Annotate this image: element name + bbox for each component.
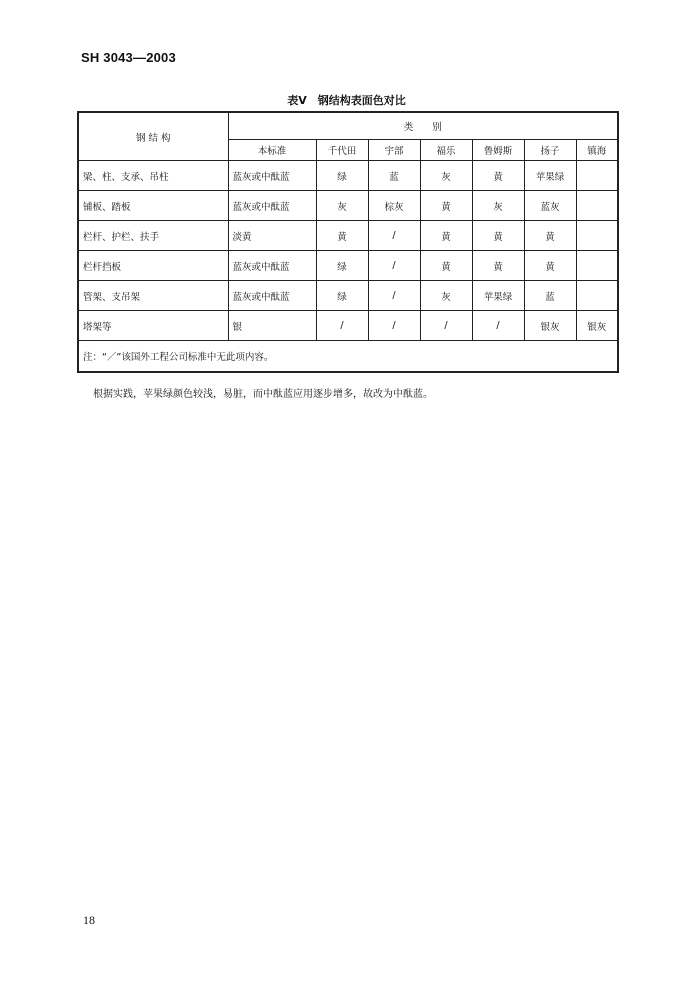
table-cell: 银 — [228, 311, 316, 341]
table-cell: 黄 — [420, 251, 472, 281]
table-cell: 绿 — [316, 281, 368, 311]
column-header: 扬子 — [524, 140, 576, 161]
table-cell: 蓝灰 — [524, 191, 576, 221]
table-cell — [576, 251, 618, 281]
table-cell: 黄 — [472, 251, 524, 281]
table-cell: 蓝 — [524, 281, 576, 311]
column-header: 鲁姆斯 — [472, 140, 524, 161]
table-note: 注：“／”该国外工程公司标准中无此项内容。 — [78, 341, 618, 373]
column-header: 镇海 — [576, 140, 618, 161]
table-row — [78, 281, 618, 311]
table-cell: 黄 — [472, 221, 524, 251]
table-cell: / — [316, 311, 368, 341]
table-cell: / — [368, 281, 420, 311]
table-cell: 黄 — [524, 221, 576, 251]
table-cell: 灰 — [472, 191, 524, 221]
table-cell: 黄 — [316, 221, 368, 251]
table-cell: 蓝灰或中酞蓝 — [228, 251, 316, 281]
column-header: 千代田 — [316, 140, 368, 161]
table-cell: 绿 — [316, 161, 368, 191]
table-row — [78, 191, 618, 221]
table-cell: 灰 — [420, 161, 472, 191]
table-cell: 黄 — [472, 161, 524, 191]
row-label: 梁、柱、支承、吊柱 — [78, 161, 228, 191]
table-cell: 灰 — [316, 191, 368, 221]
table-row — [78, 251, 618, 281]
row-label: 栏杆挡板 — [78, 251, 228, 281]
table-cell: 蓝灰或中酞蓝 — [228, 191, 316, 221]
table-cell — [576, 191, 618, 221]
table-cell: 银灰 — [576, 311, 618, 341]
row-header-steel-structure: 钢 结 构 — [78, 112, 228, 161]
row-label: 栏杆、护栏、扶手 — [78, 221, 228, 251]
column-header: 宇部 — [368, 140, 420, 161]
table-cell: 蓝灰或中酞蓝 — [228, 161, 316, 191]
table-title: 表V 钢结构表面色对比 — [287, 94, 406, 107]
table-cell: / — [420, 311, 472, 341]
table-cell: / — [368, 221, 420, 251]
table-cell: 淡黄 — [228, 221, 316, 251]
page-number: 18 — [83, 913, 95, 927]
table-cell: 黄 — [524, 251, 576, 281]
table-cell: 蓝灰或中酞蓝 — [228, 281, 316, 311]
row-label: 管架、支吊架 — [78, 281, 228, 311]
table-cell — [576, 281, 618, 311]
table-cell: 黄 — [420, 191, 472, 221]
table-cell: / — [368, 311, 420, 341]
group-header-category: 类 别 — [228, 112, 618, 140]
table-cell: 黄 — [420, 221, 472, 251]
standard-code: SH 3043—2003 — [81, 50, 176, 65]
column-header: 福乐 — [420, 140, 472, 161]
column-header: 本标准 — [228, 140, 316, 161]
table-row — [78, 161, 618, 191]
table-row — [78, 311, 618, 341]
table-cell: 棕灰 — [368, 191, 420, 221]
row-label: 铺板、踏板 — [78, 191, 228, 221]
table-cell: / — [472, 311, 524, 341]
table-cell: 蓝 — [368, 161, 420, 191]
body-paragraph: 根据实践，苹果绿颜色较浅，易脏，而中酞蓝应用逐步增多，故改为中酞蓝。 — [93, 389, 433, 400]
table-cell — [576, 221, 618, 251]
table-cell — [576, 161, 618, 191]
color-comparison-table — [77, 111, 619, 373]
table-cell: 灰 — [420, 281, 472, 311]
table-cell: 苹果绿 — [524, 161, 576, 191]
table-cell: 绿 — [316, 251, 368, 281]
table-cell: 苹果绿 — [472, 281, 524, 311]
row-label: 塔架等 — [78, 311, 228, 341]
table-cell: 银灰 — [524, 311, 576, 341]
table-cell: / — [368, 251, 420, 281]
table-row — [78, 221, 618, 251]
